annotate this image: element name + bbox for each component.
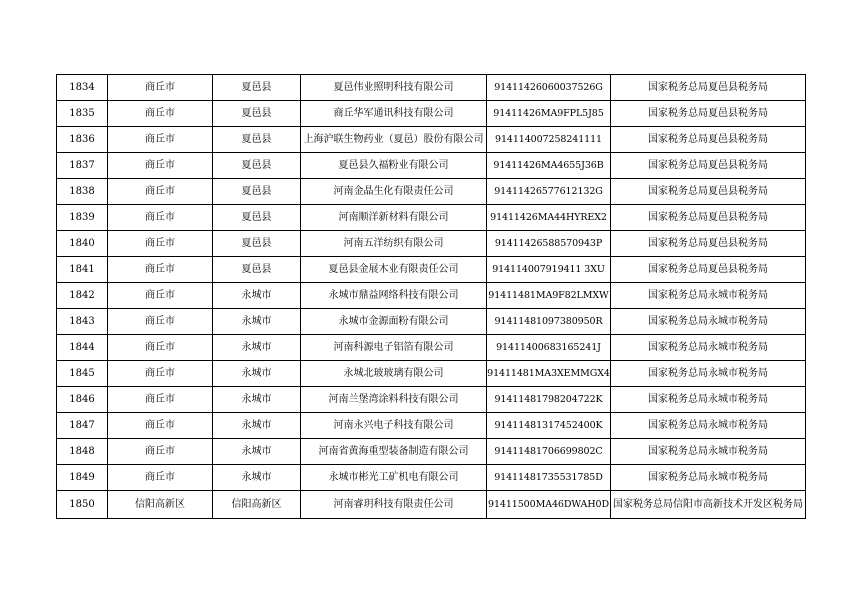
- cell-tax-authority: 国家税务总局夏邑县税务局: [611, 75, 806, 101]
- cell-credit-code: 91411481097380950R: [487, 309, 611, 335]
- cell-city: 商丘市: [108, 413, 213, 439]
- cell-serial-number: 1845: [57, 361, 108, 387]
- cell-serial-number: 1834: [57, 75, 108, 101]
- cell-city: 商丘市: [108, 361, 213, 387]
- cell-company-name: 商丘华军通讯科技有限公司: [301, 101, 487, 127]
- table-row: [57, 75, 806, 101]
- cell-county: 永城市: [213, 387, 301, 413]
- cell-serial-number: 1846: [57, 387, 108, 413]
- cell-city: 商丘市: [108, 335, 213, 361]
- cell-county: 永城市: [213, 439, 301, 465]
- taxpayer-table: [56, 74, 806, 519]
- cell-company-name: 永城北玻玻璃有限公司: [301, 361, 487, 387]
- cell-city: 商丘市: [108, 231, 213, 257]
- cell-serial-number: 1844: [57, 335, 108, 361]
- cell-city: 商丘市: [108, 309, 213, 335]
- cell-credit-code: 91411426MA44HYREX2: [487, 205, 611, 231]
- cell-company-name: 永城市金源面粉有限公司: [301, 309, 487, 335]
- cell-county: 永城市: [213, 309, 301, 335]
- cell-tax-authority: 国家税务总局永城市税务局: [611, 361, 806, 387]
- cell-serial-number: 1838: [57, 179, 108, 205]
- cell-company-name: 夏邑县久福粉业有限公司: [301, 153, 487, 179]
- cell-city: 商丘市: [108, 387, 213, 413]
- cell-county: 永城市: [213, 361, 301, 387]
- cell-company-name: 河南永兴电子科技有限公司: [301, 413, 487, 439]
- cell-serial-number: 1843: [57, 309, 108, 335]
- cell-serial-number: 1847: [57, 413, 108, 439]
- cell-city: 商丘市: [108, 283, 213, 309]
- cell-company-name: 河南睿玥科技有限责任公司: [301, 491, 487, 519]
- table-row: [57, 309, 806, 335]
- cell-city: 商丘市: [108, 205, 213, 231]
- cell-credit-code: 91411426577612132G: [487, 179, 611, 205]
- cell-company-name: 上海沪联生物药业（夏邑）股份有限公司: [301, 127, 487, 153]
- cell-city: 信阳高新区: [108, 491, 213, 519]
- table-row: [57, 153, 806, 179]
- table-row: [57, 179, 806, 205]
- cell-county: 夏邑县: [213, 205, 301, 231]
- cell-city: 商丘市: [108, 101, 213, 127]
- cell-county: 夏邑县: [213, 153, 301, 179]
- cell-county: 夏邑县: [213, 231, 301, 257]
- table-row: [57, 257, 806, 283]
- cell-company-name: 河南五洋纺织有限公司: [301, 231, 487, 257]
- cell-tax-authority: 国家税务总局夏邑县税务局: [611, 127, 806, 153]
- cell-county: 夏邑县: [213, 75, 301, 101]
- cell-city: 商丘市: [108, 465, 213, 491]
- cell-county: 夏邑县: [213, 127, 301, 153]
- cell-tax-authority: 国家税务总局永城市税务局: [611, 335, 806, 361]
- cell-credit-code: 91411500MA46DWAH0D: [487, 491, 611, 519]
- cell-tax-authority: 国家税务总局夏邑县税务局: [611, 101, 806, 127]
- table-row: [57, 491, 806, 519]
- cell-county: 夏邑县: [213, 257, 301, 283]
- cell-serial-number: 1849: [57, 465, 108, 491]
- cell-tax-authority: 国家税务总局夏邑县税务局: [611, 231, 806, 257]
- cell-company-name: 河南金晶生化有限责任公司: [301, 179, 487, 205]
- cell-tax-authority: 国家税务总局永城市税务局: [611, 465, 806, 491]
- cell-company-name: 河南科源电子铝箔有限公司: [301, 335, 487, 361]
- cell-credit-code: 91411481798204722K: [487, 387, 611, 413]
- cell-city: 商丘市: [108, 127, 213, 153]
- cell-city: 商丘市: [108, 439, 213, 465]
- cell-serial-number: 1848: [57, 439, 108, 465]
- cell-company-name: 河南兰堡湾涂料科技有限公司: [301, 387, 487, 413]
- cell-credit-code: 91411481317452400K: [487, 413, 611, 439]
- cell-serial-number: 1836: [57, 127, 108, 153]
- cell-county: 永城市: [213, 465, 301, 491]
- cell-city: 商丘市: [108, 153, 213, 179]
- table-row: [57, 413, 806, 439]
- cell-city: 商丘市: [108, 257, 213, 283]
- cell-county: 夏邑县: [213, 179, 301, 205]
- cell-credit-code: 914114007258241111: [487, 127, 611, 153]
- cell-company-name: 夏邑伟业照明科技有限公司: [301, 75, 487, 101]
- cell-serial-number: 1842: [57, 283, 108, 309]
- table-row: [57, 231, 806, 257]
- cell-serial-number: 1840: [57, 231, 108, 257]
- cell-credit-code: 91411481MA9F82LMXW: [487, 283, 611, 309]
- cell-tax-authority: 国家税务总局永城市税务局: [611, 309, 806, 335]
- cell-serial-number: 1841: [57, 257, 108, 283]
- cell-city: 商丘市: [108, 75, 213, 101]
- cell-credit-code: 91411400683165241J: [487, 335, 611, 361]
- cell-credit-code: 91411426MA4655J36B: [487, 153, 611, 179]
- cell-county: 永城市: [213, 413, 301, 439]
- cell-credit-code: 91411481735531785D: [487, 465, 611, 491]
- cell-tax-authority: 国家税务总局信阳市高新技术开发区税务局: [611, 491, 806, 519]
- cell-serial-number: 1837: [57, 153, 108, 179]
- cell-serial-number: 1835: [57, 101, 108, 127]
- cell-company-name: 河南省黄海重型装备制造有限公司: [301, 439, 487, 465]
- cell-tax-authority: 国家税务总局永城市税务局: [611, 387, 806, 413]
- table-row: [57, 283, 806, 309]
- cell-tax-authority: 国家税务总局永城市税务局: [611, 439, 806, 465]
- table-row: [57, 361, 806, 387]
- table-row: [57, 387, 806, 413]
- table-body: [57, 75, 806, 519]
- cell-tax-authority: 国家税务总局夏邑县税务局: [611, 179, 806, 205]
- cell-tax-authority: 国家税务总局夏邑县税务局: [611, 153, 806, 179]
- cell-credit-code: 91411426060037526G: [487, 75, 611, 101]
- cell-county: 信阳高新区: [213, 491, 301, 519]
- cell-company-name: 永城市鼎益网络科技有限公司: [301, 283, 487, 309]
- cell-serial-number: 1839: [57, 205, 108, 231]
- cell-county: 永城市: [213, 335, 301, 361]
- table-row: [57, 439, 806, 465]
- cell-serial-number: 1850: [57, 491, 108, 519]
- cell-credit-code: 914114007919411 3XU: [487, 257, 611, 283]
- cell-county: 永城市: [213, 283, 301, 309]
- table-row: [57, 205, 806, 231]
- table-row: [57, 127, 806, 153]
- cell-company-name: 河南顺洋新材料有限公司: [301, 205, 487, 231]
- cell-county: 夏邑县: [213, 101, 301, 127]
- cell-tax-authority: 国家税务总局夏邑县税务局: [611, 205, 806, 231]
- cell-company-name: 夏邑县金展木业有限责任公司: [301, 257, 487, 283]
- table-row: [57, 335, 806, 361]
- cell-credit-code: 91411426588570943P: [487, 231, 611, 257]
- table-row: [57, 101, 806, 127]
- cell-credit-code: 91411481MA3XEMMGX4: [487, 361, 611, 387]
- cell-credit-code: 91411426MA9FPL5J85: [487, 101, 611, 127]
- cell-tax-authority: 国家税务总局永城市税务局: [611, 413, 806, 439]
- cell-tax-authority: 国家税务总局永城市税务局: [611, 283, 806, 309]
- cell-company-name: 永城市彬光工矿机电有限公司: [301, 465, 487, 491]
- cell-credit-code: 91411481706699802C: [487, 439, 611, 465]
- table-row: [57, 465, 806, 491]
- cell-city: 商丘市: [108, 179, 213, 205]
- cell-tax-authority: 国家税务总局夏邑县税务局: [611, 257, 806, 283]
